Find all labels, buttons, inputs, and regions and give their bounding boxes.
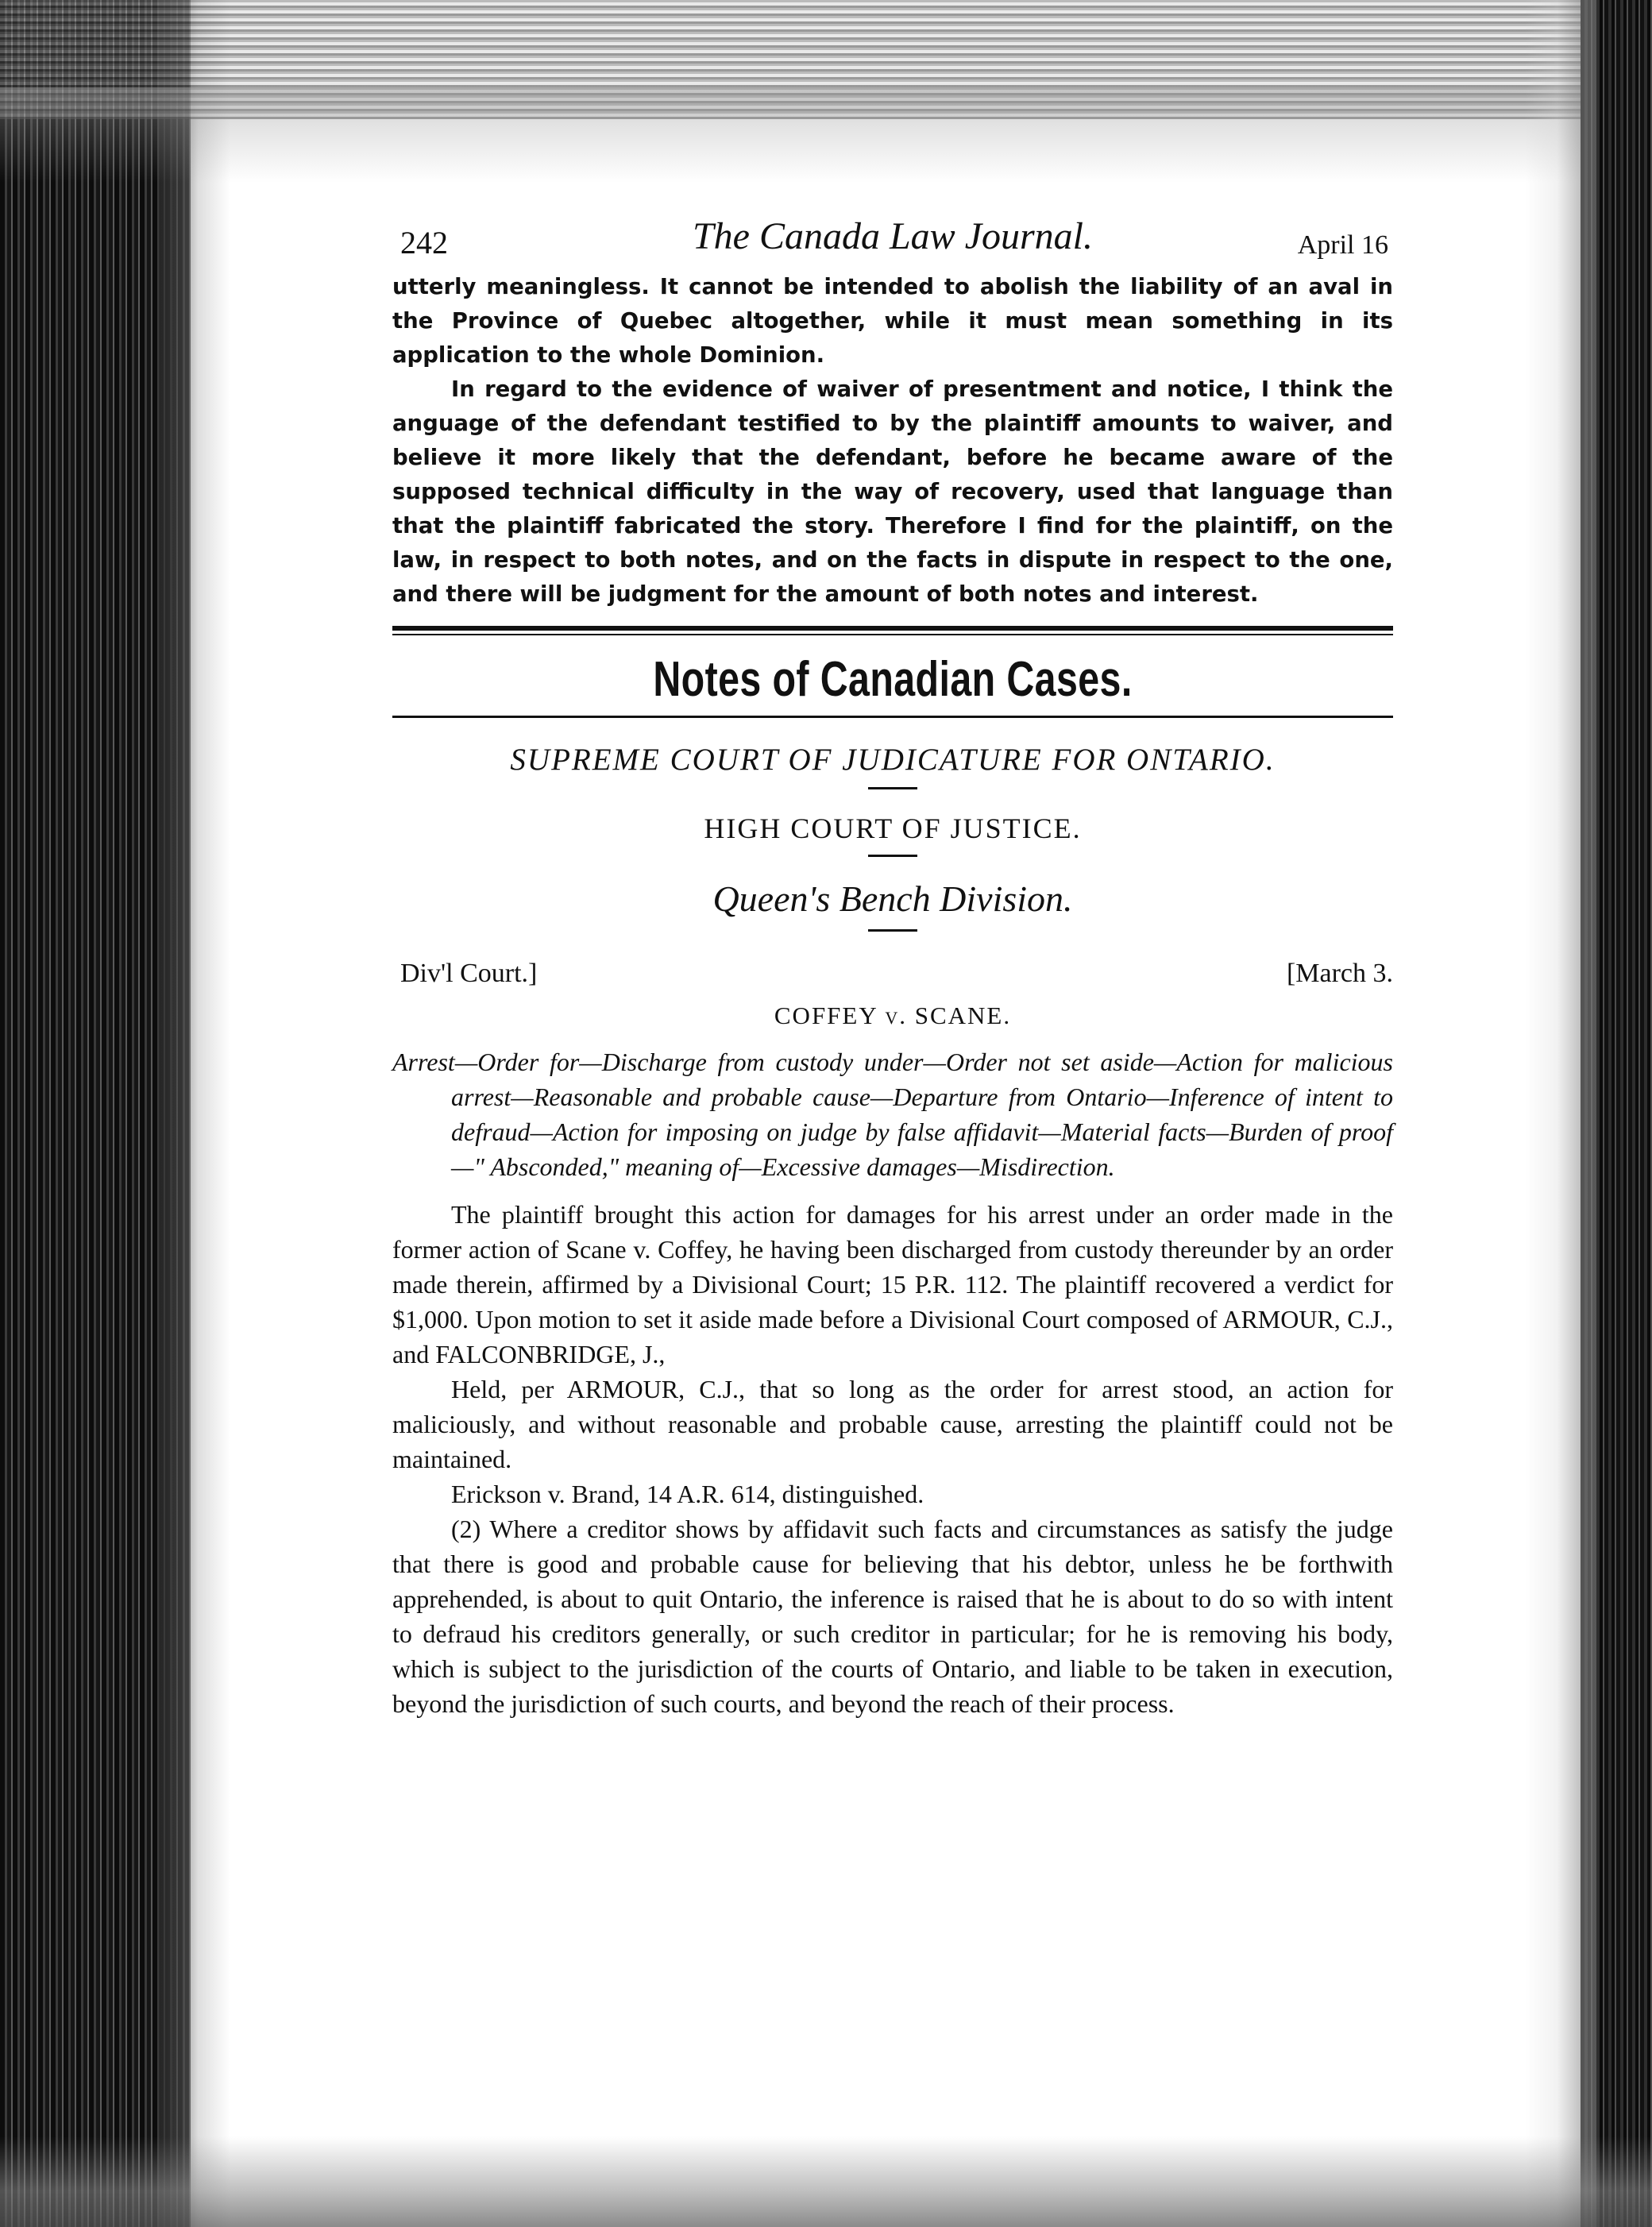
page-number: 242 bbox=[400, 225, 448, 261]
case-paragraph: (2) Where a creditor shows by affidavit such facts and circumstances as satisfy the judge that there is good and probable cause for believing that his debtor, unless he be forthwith apprehended, is about to quit Ontario, the inference is raised that he is about to do so with intent to defraud his creditors generally, or such creditor in particular; for he is removing his body, which is subject to the jurisdiction of the courts of Ontario, and liable to be taken in execution, beyond the jurisdiction of such courts, and beyond the reach of their process. bbox=[392, 1515, 1393, 1718]
section-rule-thick bbox=[392, 626, 1393, 631]
court-division: Queen's Bench Division. bbox=[712, 878, 1073, 919]
case-name: COFFEY v. SCANE. bbox=[774, 1002, 1012, 1029]
case-court: Div'l Court.] bbox=[400, 959, 538, 988]
journal-page bbox=[392, 214, 1393, 1721]
section-title: Notes of Canadian Cases. bbox=[653, 652, 1133, 707]
case-meta-row bbox=[392, 959, 1393, 995]
scan-edge-bottom bbox=[0, 2136, 1652, 2227]
section-rule-thin bbox=[392, 634, 1393, 635]
divider-short bbox=[868, 929, 917, 932]
case-headnote: Arrest—Order for—Discharge from custody under—Order not set aside—Action for malicious arrest—Reasonable and probable cause—Departure from Ontario—Inference of intent to defraud—Action for imposing on judge by false affidavit—Material facts—Burden of proof—" Absconded," meaning of—Excessive damages—Misdirection. bbox=[392, 1048, 1393, 1181]
court-sub: HIGH COURT OF JUSTICE. bbox=[704, 812, 1082, 844]
case-paragraph: The plaintiff brought this action for damages for his arrest under an order made in the former action of Scane v. Coffey, he having been discharged from custody thereunder by an order made therein, affirmed by a Divisional Court; 15 P.R. 112. The plaintiff recovered a verdict for $1,000. Upon motion to set it aside made before a Divisional Court composed of ARMOUR, C.J., and FALCONBRIDGE, J., bbox=[392, 1200, 1393, 1368]
court-name: SUPREME COURT OF JUDICATURE FOR ONTARIO. bbox=[510, 743, 1276, 777]
opening-paragraph: In regard to the evidence of waiver of presentment and notice, I think the anguage of the defendant testified to by the plaintiff amounts to waiver, and believe it more likely that the defendant, before he became aware of the supposed technical difficulty in the way of recovery, used that language than that the plaintiff fabricated the story. Therefore I find for the plaintiff, on the law, in respect to both notes, and on the facts in dispute in respect to the one, and there will be judgment for the amount of both notes and interest. bbox=[392, 376, 1393, 607]
opening-paragraph: utterly meaningless. It cannot be intended to abolish the liability of an aval in the Province of Quebec altogether, while it must mean something in its application to the whole Dominion. bbox=[392, 274, 1393, 368]
divider-short bbox=[868, 855, 917, 857]
divider-short bbox=[868, 787, 917, 789]
case-paragraph: Erickson v. Brand, 14 A.R. 614, distinguished. bbox=[451, 1480, 924, 1508]
case-date: [March 3. bbox=[1286, 959, 1393, 988]
scan-edge-top-shadow bbox=[0, 87, 1652, 183]
scan-edge-left-shadow bbox=[159, 0, 230, 2227]
running-header bbox=[392, 214, 1393, 270]
journal-title: The Canada Law Journal. bbox=[692, 215, 1094, 257]
issue-date: April 16 bbox=[1297, 230, 1388, 260]
case-paragraph: Held, per ARMOUR, C.J., that so long as the order for arrest stood, an action for maliciously, and without reasonable and probable cause, arresting the plaintiff could not be maintained. bbox=[392, 1375, 1393, 1473]
scan-edge-right-shadow bbox=[1525, 0, 1596, 2227]
title-underline bbox=[392, 716, 1393, 718]
spacer bbox=[392, 1184, 1393, 1197]
